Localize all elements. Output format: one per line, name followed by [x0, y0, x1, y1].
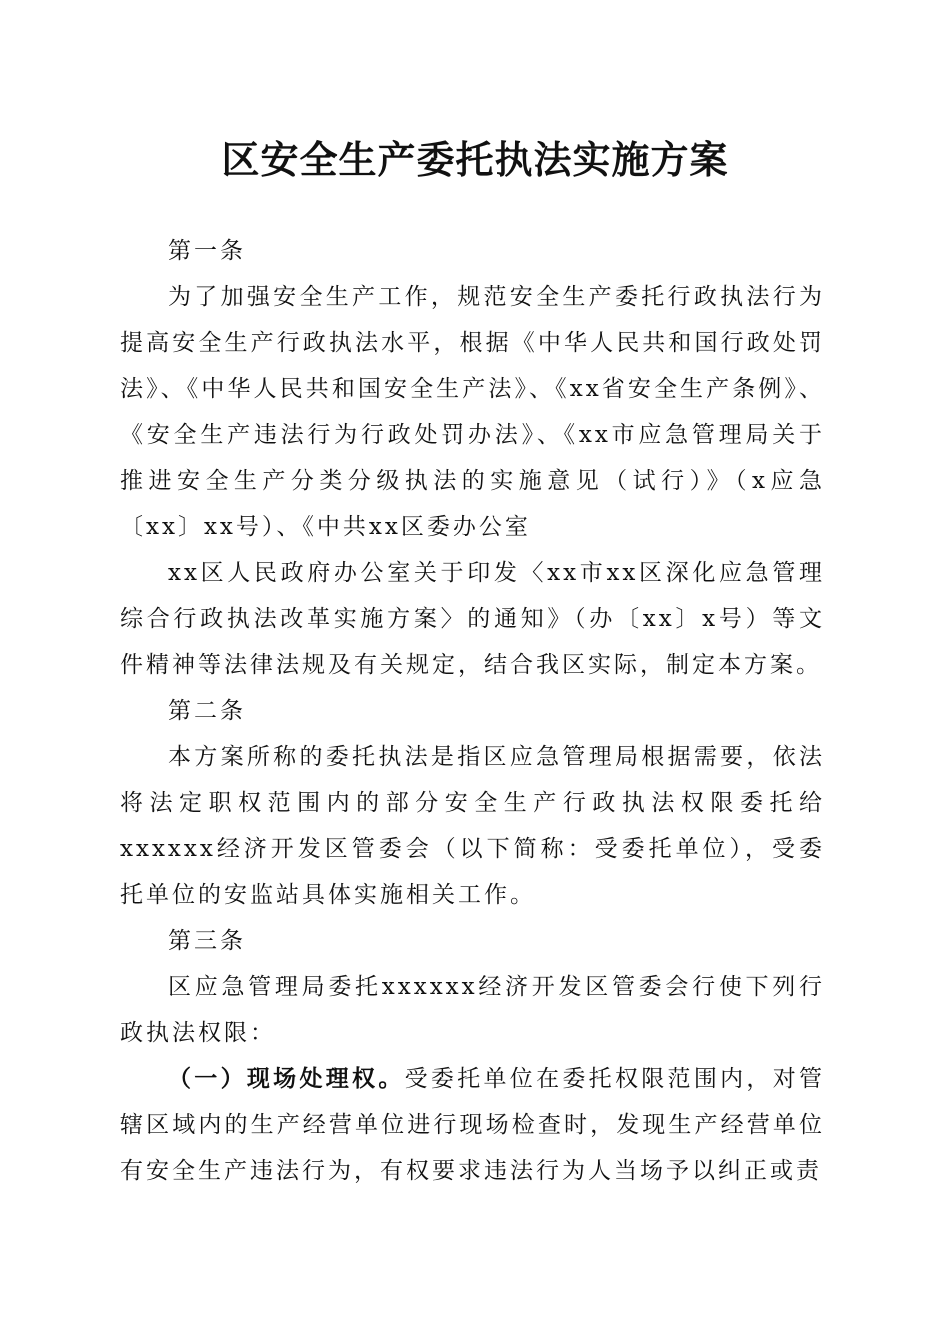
paragraph: xx区人民政府办公室关于印发〈xx市xx区深化应急管理综合行政执法改革实施方案〉的通知》（办〔xx〕x号）等文件精神等法律法规及有关规定，结合我区实际，制定本方案。 — [120, 560, 825, 678]
article-heading: 第二条 — [168, 698, 246, 724]
paragraph-body: 受委托单位在委托权限范围内，对管辖区域内的生产经营单位进行现场检查时，发现生产经营单位有安全生产违法行为，有权要求违法行为人当场予以纠正或责 — [120, 1066, 826, 1184]
paragraph: 为了加强安全生产工作，规范安全生产委托行政执法行为提高安全生产行政执法水平，根据《中华人民共和国行政处罚法》、《中华人民共和国安全生产法》、《xx省安全生产条例》、《安全生产违法行为行政处罚办法》、《xx市应急管理局关于推进安全生产分类分级执法的实施意见（试行）》（x应急〔xx〕xx号）、《中共xx区委办公室 — [120, 284, 825, 540]
article-heading: 第一条 — [168, 238, 246, 264]
paragraph: 区应急管理局委托xxxxxx经济开发区管委会行使下列行政执法权限： — [120, 974, 825, 1046]
paragraph-lead: （一）现场处理权。 — [168, 1065, 405, 1092]
paragraph — [120, 1056, 825, 1194]
document-title: 区安全生产委托执法实施方案 — [221, 137, 729, 182]
document-body — [120, 228, 825, 1194]
paragraph: 本方案所称的委托执法是指区应急管理局根据需要，依法将法定职权范围内的部分安全生产行政执法权限委托给xxxxxx经济开发区管委会（以下简称：受委托单位），受委托单位的安监站具体实施相关工作。 — [120, 744, 825, 908]
article-heading: 第三条 — [168, 928, 246, 954]
